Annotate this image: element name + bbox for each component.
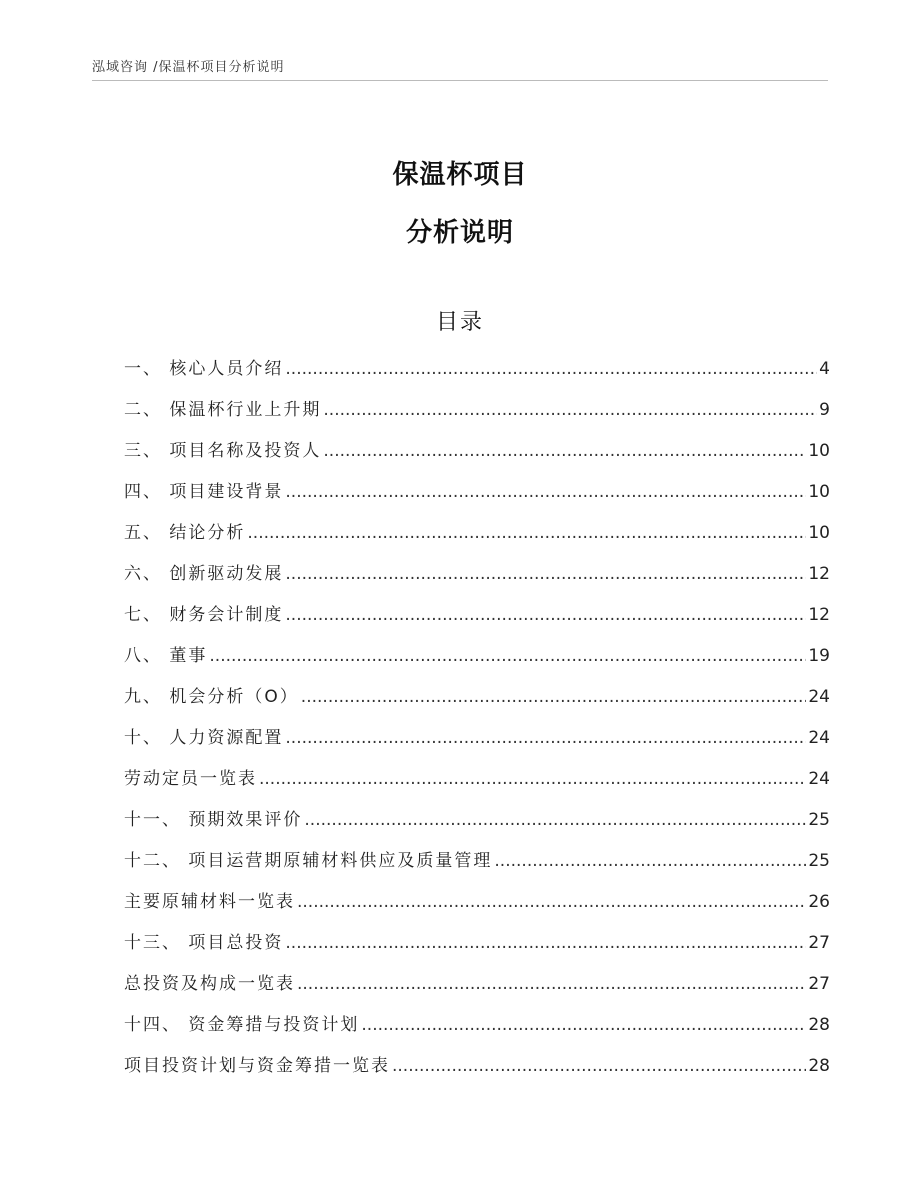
toc-leader-dots xyxy=(285,728,806,748)
toc-entry[interactable] xyxy=(124,518,830,559)
toc-entry-page: 26 xyxy=(808,892,830,912)
toc-leader-dots xyxy=(297,892,806,912)
toc-entry-label: 五、 结论分析 xyxy=(124,523,246,543)
toc-entry[interactable] xyxy=(124,395,830,436)
toc-entry[interactable] xyxy=(124,641,830,682)
toc-leader-dots xyxy=(297,974,806,994)
toc-leader-dots xyxy=(392,1056,806,1076)
toc-entry[interactable] xyxy=(124,846,830,887)
toc-leader-dots xyxy=(361,1015,806,1035)
toc-entry-page: 24 xyxy=(808,728,830,748)
header-divider xyxy=(92,80,828,81)
toc-leader-dots xyxy=(259,769,806,789)
table-of-contents xyxy=(124,354,830,1092)
toc-entry-page: 28 xyxy=(808,1056,830,1076)
toc-leader-dots xyxy=(285,359,817,379)
toc-entry-page: 12 xyxy=(808,605,830,625)
toc-entry-label: 一、 核心人员介绍 xyxy=(124,359,284,379)
toc-entry-page: 10 xyxy=(808,482,830,502)
toc-entry-page: 28 xyxy=(808,1015,830,1035)
toc-entry[interactable] xyxy=(124,354,830,395)
toc-entry-label: 项目投资计划与资金筹措一览表 xyxy=(124,1056,390,1076)
toc-entry-label: 四、 项目建设背景 xyxy=(124,482,284,502)
toc-entry-page: 19 xyxy=(808,646,830,666)
toc-entry-label: 二、 保温杯行业上升期 xyxy=(124,400,322,420)
running-header: 泓域咨询 /保温杯项目分析说明 xyxy=(92,60,285,75)
toc-entry[interactable] xyxy=(124,682,830,723)
toc-entry-label: 十一、 预期效果评价 xyxy=(124,810,303,830)
toc-entry[interactable] xyxy=(124,436,830,477)
toc-leader-dots xyxy=(247,523,806,543)
toc-entry-page: 10 xyxy=(808,523,830,543)
toc-entry[interactable] xyxy=(124,477,830,518)
toc-entry[interactable] xyxy=(124,764,830,805)
toc-entry[interactable] xyxy=(124,969,830,1010)
toc-entry-label: 十三、 项目总投资 xyxy=(124,933,284,953)
toc-entry-label: 八、 董事 xyxy=(124,646,208,666)
toc-entry-page: 4 xyxy=(819,359,830,379)
toc-entry-label: 十四、 资金筹措与投资计划 xyxy=(124,1015,360,1035)
toc-entry-label: 总投资及构成一览表 xyxy=(124,974,295,994)
toc-entry-label: 七、 财务会计制度 xyxy=(124,605,284,625)
toc-leader-dots xyxy=(323,441,806,461)
toc-entry[interactable] xyxy=(124,723,830,764)
toc-entry[interactable] xyxy=(124,1051,830,1092)
document-title-line-2: 分析说明 xyxy=(405,218,514,248)
toc-entry-page: 27 xyxy=(808,933,830,953)
toc-entry[interactable] xyxy=(124,805,830,846)
toc-entry-label: 十二、 项目运营期原辅材料供应及质量管理 xyxy=(124,851,493,871)
toc-entry-page: 12 xyxy=(808,564,830,584)
toc-heading: 目录 xyxy=(435,310,484,335)
toc-entry[interactable] xyxy=(124,559,830,600)
toc-entry-page: 25 xyxy=(808,810,830,830)
toc-leader-dots xyxy=(301,687,807,707)
toc-entry-page: 27 xyxy=(808,974,830,994)
toc-entry-page: 25 xyxy=(808,851,830,871)
toc-entry-page: 10 xyxy=(808,441,830,461)
document-title-line-1: 保温杯项目 xyxy=(392,160,528,190)
toc-entry-label: 三、 项目名称及投资人 xyxy=(124,441,322,461)
toc-leader-dots xyxy=(494,851,806,871)
toc-leader-dots xyxy=(285,482,806,502)
toc-entry-label: 十、 人力资源配置 xyxy=(124,728,284,748)
toc-leader-dots xyxy=(285,933,806,953)
toc-entry-page: 24 xyxy=(808,687,830,707)
toc-entry-page: 9 xyxy=(819,400,830,420)
toc-entry[interactable] xyxy=(124,600,830,641)
toc-entry[interactable] xyxy=(124,928,830,969)
toc-leader-dots xyxy=(323,400,817,420)
toc-entry-label: 六、 创新驱动发展 xyxy=(124,564,284,584)
toc-entry-label: 劳动定员一览表 xyxy=(124,769,257,789)
toc-leader-dots xyxy=(285,605,806,625)
toc-leader-dots xyxy=(304,810,806,830)
toc-entry-label: 主要原辅材料一览表 xyxy=(124,892,295,912)
toc-entry[interactable] xyxy=(124,887,830,928)
toc-entry-label: 九、 机会分析（O） xyxy=(124,687,299,707)
toc-entry[interactable] xyxy=(124,1010,830,1051)
toc-leader-dots xyxy=(285,564,806,584)
toc-entry-page: 24 xyxy=(808,769,830,789)
toc-leader-dots xyxy=(209,646,806,666)
